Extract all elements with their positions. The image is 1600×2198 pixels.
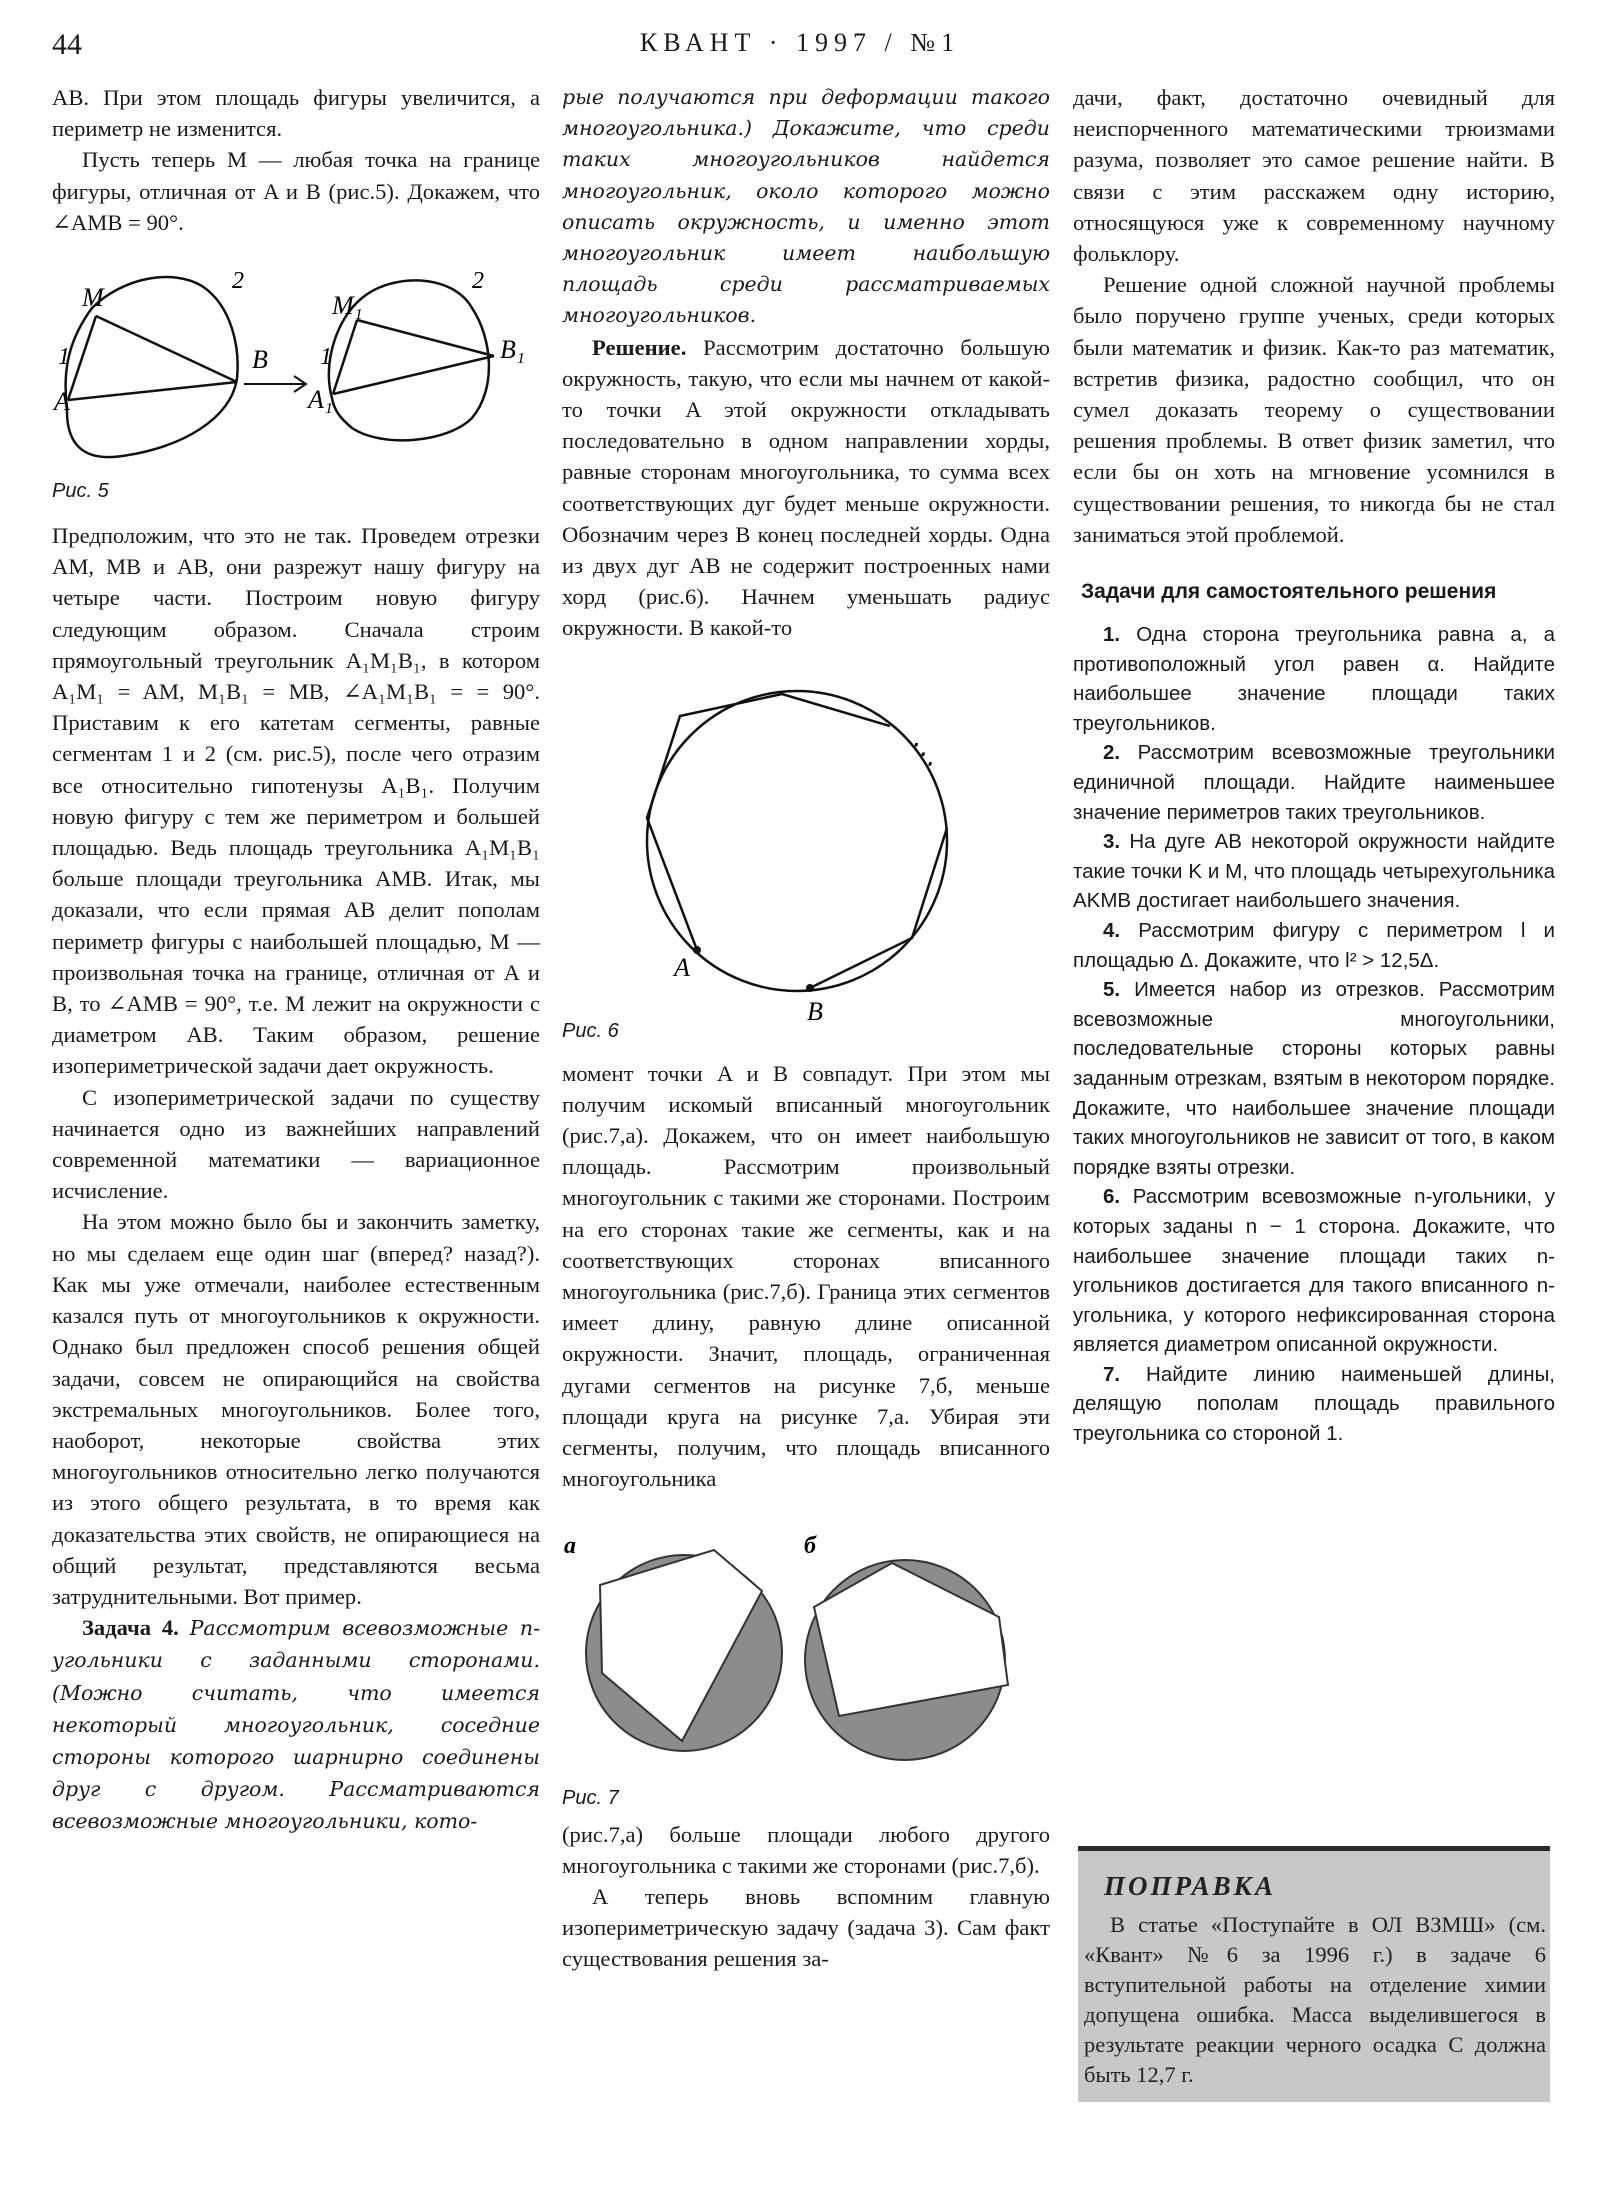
column-2 [562,82,1050,1975]
figure-5 [52,258,540,508]
task-4 [52,1612,540,1837]
svg-text:A₁: A₁ [308,385,333,415]
solution-label: Решение. [592,334,687,360]
paragraph: С изопериметрической задачи по существу начинается одно из важнейших направлений современной математики — вариационное исчисление. [52,1084,540,1204]
svg-text:B: B [807,996,823,1026]
figure-7 [562,1525,1050,1809]
svg-text:⋱: ⋱ [907,738,935,770]
correction-body [1084,1910,1546,2090]
task-7: 7. Найдите линию наименьшей длины, делящую пополам площадь правильного треугольника со стороной 1. [1073,1362,1555,1446]
svg-text:B₁: B₁ [500,335,525,365]
svg-text:а: а [564,1532,576,1559]
paragraph: AB. При этом площадь фигуры увеличится, а периметр не изменится. [52,85,540,142]
task-3: 3. На дуге AB некоторой окружности найдите такие точки K и M, что площадь четырехугольника AKMB достигает наибольшего значения. [1073,830,1555,913]
svg-text:б: б [804,1532,816,1559]
paragraph: (рис.7,а) больше площади любого другого многоугольника с такими же сторонами (рис.7,б). [562,1821,1050,1878]
paragraph: момент точки A и B совпадут. При этом мы получим искомый вписанный многоугольник (рис.7,а). Докажем, что он имеет наибольшую площадь. Рассмотрим произвольный многоугольник с такими же сторонами. Построим на его сторонах такие же сегменты, как и на соответствующих сторонах вписанного многоугольника (рис.7,б). Граница этих сегментов имеет длину, равную длине описанной окружности. Значит, площадь, ограниченная дугами сегментов на рисунке 7,б, меньше площади круга на рисунке 7,а. Убирая эти сегменты, получим, что площадь вписанного многоугольника [562,1060,1050,1492]
figure-5-diagram [52,258,540,468]
svg-text:1: 1 [58,344,70,371]
task-4-label: Задача 4. [82,1615,179,1641]
column-1 [52,82,540,1838]
section-heading: Задачи для самостоятельного решения [1081,580,1497,604]
running-head: КВАНТ · 1997 / №1 [639,28,961,57]
paragraph: дачи, факт, достаточно очевидный для неиспорченного математическими трюизмами разума, позволяет это самое решение найти. В связи с этим расскажем одну историю, относящуюся уже к современному научному фольклору. [1073,85,1555,267]
solution-text: Рассмотрим достаточно большую окружность, такую, что если мы начнем от какой-то точки A этой окружности откладывать последовательно в одном направлении хорды, равные сторонам многоугольника, то сумма всех соответствующих дуг будет меньше окружности. Обозначим через B конец последней хорды. Одна из двух дуг AB не содержит построенных нами хорд (рис.6). Начнем уменьшать радиус окружности. В какой-то [562,334,1050,641]
figure-6-diagram [562,658,1050,1028]
svg-text:2: 2 [472,268,484,295]
paragraph: А теперь вновь вспомним главную изопериметрическую задачу (задача 3). Сам факт существования решения за- [562,1883,1050,1972]
figure-5-caption: Рис. 5 [52,480,109,503]
correction-title: ПОПРАВКА [1104,1871,1276,1901]
svg-text:M: M [82,283,104,313]
svg-text:1: 1 [320,344,332,371]
paragraph: На этом можно было бы и закончить заметку, но мы сделаем еще один шаг (вперед? назад?). Как мы уже отмечали, наиболее естественным казался путь от многоугольников к окружности. Однако был предложен способ решения общей задачи, совсем не опирающийся на свойства экстремальных многоугольников. Более того, наоборот, некоторые свойства этих многоугольников относительно легко получаются из этого общего результата, в то время как доказательства этих свойств, не опирающиеся на общий результат, представляются весьма затруднительными. Вот пример. [52,1209,540,1609]
column-3 [1073,82,1555,1449]
figure-7-caption: Рис. 7 [562,1786,619,1809]
paragraph: Решение одной сложной научной проблемы было поручено группе ученых, среди которых были математик и физик. Как-то раз математик, встретив физика, радостно сообщил, что он сумел доказать теорему о существовании решения проблемы. В ответ физик заметил, что если бы он хоть на мгновение усомнился в существовании решения, то никогда бы не стал заниматься этой проблемой. [1073,272,1555,547]
task-6: 6. Рассмотрим всевозможные n-угольники, у которых заданы n − 1 сторона. Докажите, что наибольшее значение площади таких n-угольников достигается для такого вписанного n-угольника, у которого нефиксированная сторона является диаметром описанной окружности. [1073,1185,1555,1357]
figure-6 [562,658,1050,1058]
figure-6-caption: Рис. 6 [562,1019,619,1042]
task-4: 4. Рассмотрим фигуру с периметром l и площадью Δ. Докажите, что l² > 12,5Δ. [1073,918,1556,972]
paragraph: Предположим, что это не так. Проведем отрезки AM, MB и AB, они разрежут нашу фигуру на четыре части. Построим новую фигуру следующим образом. Сначала строим прямоугольный треугольник A₁M₁B₁, в котором A₁M₁ = AM, M₁B₁ = MB, ∠A₁M₁B₁ = = 90°. Приставим к его катетам сегменты, равные сегментам 1 и 2 (см. рис.5), после чего отразим все относительно гипотенузы A₁B₁. Получим новую фигуру с тем же периметром и большей площадью. Ведь площадь треугольника A₁M₁B₁ больше площади треугольника AMB. Итак, мы доказали, что если прямая AB делит пополам периметр фигуры с наибольшей площадью, M — произвольная точка на границе, отличная от A и B, то ∠AMB = 90°, т.е. M лежит на окружности с диаметром AB. Таким образом, решение изопериметрической задачи дает окружность. [52,523,540,1079]
solution [562,332,1050,644]
figure-7-diagram [562,1525,1050,1775]
svg-text:M₁: M₁ [332,291,363,321]
task-5: 5. Имеется набор из отрезков. Рассмотрим всевозможные многоугольники, последовательные стороны которых равны заданным отрезкам, взятым в некотором порядке. Докажите, что наибольшее значение площади таких многоугольников не зависит от того, в каком порядке взяты отрезки. [1073,978,1555,1179]
correction-text: В статье «Поступайте в ОЛ ВЗМШ» (см. «Квант» №6 за 1996 г.) в задаче 6 вступительной работы на отделение химии допущена ошибка. Масса выделившегося в результате реакции черного осадка C должна быть 12,7 г. [1084,1912,1546,2087]
svg-text:A: A [674,952,690,982]
task-2: 2. Рассмотрим всевозможные треугольники единичной площади. Найдите наименьшее значение периметров таких треугольников. [1073,741,1555,824]
page-number: 44 [52,28,82,61]
svg-text:2: 2 [232,268,244,295]
correction-box [1078,1846,1550,2102]
svg-text:B: B [252,345,268,375]
task-1: 1. Одна сторона треугольника равна a, а противоположный угол равен α. Найдите наибольшее значение площади таких треугольников. [1073,623,1556,735]
task-4-text: Рассмотрим всевозможные n-угольники с заданными сторонами. (Можно считать, что имеется некоторый многоугольник, соседние стороны которого шарнирно соединены друг с другом. Рассматриваются всевозможные многоугольники, кото- [52,1616,540,1834]
paragraph: Пусть теперь M — любая точка на границе фигуры, отличная от A и B (рис.5). Докажем, что ∠AMB = 90°. [52,147,540,235]
svg-text:A: A [54,387,70,417]
paragraph: рые получаются при деформации такого многоугольника.) Докажите, что среди таких многоугольников найдется многоугольник, около которого можно описать окружность, и именно этот многоугольник имеет наибольшую площадь среди рассматриваемых многоугольников. [562,85,1050,328]
